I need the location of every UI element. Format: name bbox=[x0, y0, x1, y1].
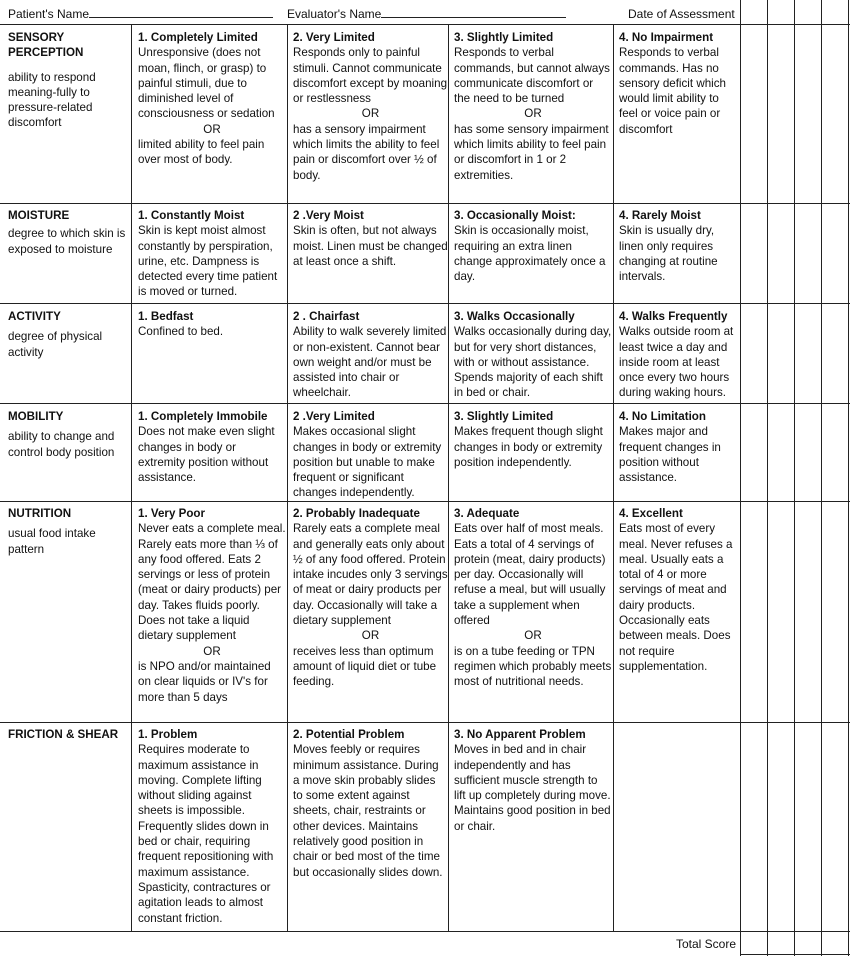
category-title: SENSORY PERCEPTION bbox=[8, 31, 84, 60]
score-option[interactable] bbox=[454, 409, 612, 499]
grid-line bbox=[794, 0, 795, 956]
option-text: Skin is kept moist almost constantly by perspiration, urine, etc. Dampness is detected every time patient is moved or turned. bbox=[138, 224, 278, 299]
score-option[interactable] bbox=[293, 727, 448, 929]
option-text: Rarely eats a complete meal and generally eats only about ½ of any food offered. Protein intake incudes only 3 servings of meat or dairy products per day. Occasionally will take a dietary supplement bbox=[293, 522, 448, 628]
option-title: 3. Occasionally Moist: bbox=[454, 209, 576, 222]
score-option[interactable] bbox=[138, 506, 286, 720]
category-description: degree of physical activity bbox=[8, 330, 103, 359]
score-option[interactable] bbox=[138, 409, 286, 499]
score-option[interactable] bbox=[293, 30, 448, 200]
grid-line bbox=[821, 0, 822, 956]
category-description: ability to respond meaning-fully to pressure-related discomfort bbox=[8, 70, 96, 130]
patient-name-field[interactable] bbox=[8, 7, 273, 21]
score-option[interactable] bbox=[454, 506, 612, 720]
option-text: Responds only to painful stimuli. Cannot communicate discomfort except by moaning or restlessness bbox=[293, 46, 448, 106]
total-score-label: Total Score bbox=[676, 937, 737, 951]
category-activity bbox=[8, 309, 129, 401]
option-text: Makes major and frequent changes in position without assistance. bbox=[619, 425, 721, 485]
score-option[interactable] bbox=[454, 309, 612, 401]
option-title: 1. Bedfast bbox=[138, 310, 194, 323]
score-option[interactable] bbox=[619, 409, 739, 499]
option-text: Walks outside room at least twice a day and inside room at least once every two hours during waking hours. bbox=[619, 325, 734, 400]
grid-line bbox=[287, 24, 288, 931]
score-option[interactable] bbox=[293, 309, 448, 401]
option-text-alt: is on a tube feeding or TPN regimen which probably meets most of nutritional needs. bbox=[454, 644, 612, 689]
grid-line bbox=[613, 24, 614, 931]
category-title: ACTIVITY bbox=[8, 310, 61, 323]
option-text-alt: receives less than optimum amount of liquid diet or tube feeding. bbox=[293, 644, 437, 689]
option-title: 3. Slightly Limited bbox=[454, 410, 554, 423]
option-title: 2 .Very Moist bbox=[293, 209, 364, 222]
option-title: 4. Walks Frequently bbox=[619, 310, 728, 323]
category-description: degree to which skin is exposed to moisture bbox=[8, 227, 126, 256]
grid-line bbox=[0, 931, 850, 932]
patient-name-label: Patient's Name bbox=[8, 7, 89, 21]
or-separator: OR bbox=[361, 629, 380, 643]
score-option[interactable] bbox=[619, 309, 739, 401]
option-text: Eats over half of most meals. Eats a total of 4 servings of protein (meat, dairy products) per day. Occasionally will refuse a meal, but will usually take a supplement when offered bbox=[454, 522, 606, 628]
score-option[interactable] bbox=[619, 208, 739, 301]
score-option[interactable] bbox=[454, 727, 612, 929]
option-text: Responds to verbal commands. Has no sensory deficit which would limit ability to feel or voice pain or discomfort bbox=[619, 46, 726, 136]
option-text: Walks occasionally during day, but for very short distances, with or without assistance. Spends majority of each shift in bed or chair. bbox=[454, 325, 612, 400]
option-text: Does not make even slight changes in body or extremity position without assistance. bbox=[138, 425, 275, 485]
evaluator-name-blank[interactable] bbox=[381, 7, 566, 18]
or-separator: OR bbox=[524, 629, 542, 643]
grid-line bbox=[0, 203, 850, 204]
grid-line bbox=[0, 403, 850, 404]
grid-line bbox=[448, 24, 449, 931]
score-option[interactable] bbox=[454, 30, 612, 200]
category-sensory-perception bbox=[8, 30, 129, 200]
option-text: Responds to verbal commands, but cannot always communicate discomfort or the need to be turned bbox=[454, 46, 610, 106]
option-text: Moves in bed and in chair independently and has sufficient muscle strength to lift up completely during move. Maintains good position in bed or chair. bbox=[454, 743, 611, 833]
option-text: Skin is often, but not always moist. Linen must be changed at least once a shift. bbox=[293, 224, 448, 268]
option-text: Unresponsive (does not moan, flinch, or grasp) to painful stimuli, due to diminished level of consciousness or sedation bbox=[138, 46, 275, 121]
option-text: Eats most of every meal. Never refuses a meal. Usually eats a total of 4 or more servings of meat and dairy products. Occasionally eats between meals. Does not require supplementation. bbox=[619, 522, 733, 673]
option-title: 2. Probably Inadequate bbox=[293, 507, 420, 520]
option-text: Never eats a complete meal. Rarely eats more than ⅓ of any food offered. Eats 2 servings or less of protein (meat or dairy products) per day. Takes fluids poorly. Does not take a liquid dietary supplement bbox=[138, 522, 286, 643]
category-title: NUTRITION bbox=[8, 507, 72, 520]
option-title: 2 .Very Limited bbox=[293, 410, 375, 423]
grid-line bbox=[0, 24, 850, 25]
option-title: 2. Very Limited bbox=[293, 31, 375, 44]
evaluator-name-label: Evaluator's Name bbox=[287, 7, 382, 21]
option-title: 3. No Apparent Problem bbox=[454, 728, 586, 741]
option-title: 1. Completely Immobile bbox=[138, 410, 268, 423]
option-title: 2. Potential Problem bbox=[293, 728, 405, 741]
option-text: Moves feebly or requires minimum assistance. During a move skin probably slides to some extent against sheets, chair, restraints or other devices. Maintains relatively good position in chair or bed most of the time but occasionally slides down. bbox=[293, 743, 443, 879]
score-option[interactable] bbox=[619, 506, 739, 720]
score-option[interactable] bbox=[138, 309, 286, 401]
option-text: Requires moderate to maximum assistance in moving. Complete lifting without sliding against sheets is impossible. Frequently slides down in bed or chair, requiring frequent repositioning with maximum assistance. Spasticity, contractures or agitation leads to almost constant friction. bbox=[138, 743, 274, 925]
or-separator: OR bbox=[361, 107, 380, 121]
score-option[interactable] bbox=[138, 208, 286, 301]
option-text-alt: limited ability to feel pain over most of body. bbox=[138, 138, 265, 167]
evaluator-name-field[interactable] bbox=[287, 7, 566, 21]
category-title: FRICTION & SHEAR bbox=[8, 728, 119, 741]
score-option[interactable] bbox=[138, 727, 286, 929]
or-separator: OR bbox=[203, 122, 221, 136]
score-option[interactable] bbox=[619, 30, 739, 200]
option-text: Skin is usually dry, linen only requires changing at routine intervals. bbox=[619, 224, 718, 284]
or-separator: OR bbox=[524, 107, 542, 121]
score-option[interactable] bbox=[293, 208, 448, 301]
grid-line bbox=[740, 954, 850, 955]
category-title: MOISTURE bbox=[8, 209, 70, 222]
category-description: usual food intake pattern bbox=[8, 527, 96, 556]
category-title: MOBILITY bbox=[8, 410, 64, 423]
grid-line bbox=[131, 24, 132, 931]
option-text: Skin is occasionally moist, requiring an extra linen change approximately once a day. bbox=[454, 224, 606, 284]
score-option[interactable] bbox=[454, 208, 612, 301]
grid-line bbox=[740, 0, 741, 956]
option-text-alt: has some sensory impairment which limits ability to feel pain or discomfort in 1 or 2 extremities. bbox=[454, 122, 609, 182]
category-moisture bbox=[8, 208, 132, 301]
option-title: 4. No Limitation bbox=[619, 410, 706, 423]
score-option[interactable] bbox=[138, 30, 286, 200]
date-of-assessment-label: Date of Assessment bbox=[628, 7, 735, 21]
option-title: 4. Excellent bbox=[619, 507, 683, 520]
option-title: 1. Very Poor bbox=[138, 507, 206, 520]
option-title: 1. Completely Limited bbox=[138, 31, 258, 44]
option-text: Ability to walk severely limited or non-existent. Cannot bear own weight and/or must be assisted into chair or wheelchair. bbox=[293, 325, 447, 400]
option-text-alt: has a sensory impairment which limits the ability to feel pain or discomfort over ½ of body. bbox=[293, 122, 440, 182]
grid-line bbox=[0, 501, 850, 502]
or-separator: OR bbox=[203, 644, 221, 658]
option-text: Makes frequent though slight changes in body or extremity position independently. bbox=[454, 425, 603, 469]
option-text: Makes occasional slight changes in body or extremity position but unable to make frequent or significant changes independently. bbox=[293, 425, 442, 499]
score-option[interactable] bbox=[293, 506, 448, 720]
option-text-alt: is NPO and/or maintained on clear liquids or IV's for more than 5 days bbox=[138, 659, 271, 704]
option-title: 3. Slightly Limited bbox=[454, 31, 554, 44]
score-option[interactable] bbox=[293, 409, 448, 499]
patient-name-blank[interactable] bbox=[89, 7, 273, 18]
option-title: 4. Rarely Moist bbox=[619, 209, 701, 222]
option-text: Confined to bed. bbox=[138, 325, 224, 339]
option-title: 3. Walks Occasionally bbox=[454, 310, 575, 323]
option-title: 1. Constantly Moist bbox=[138, 209, 245, 222]
option-title: 3. Adequate bbox=[454, 507, 520, 520]
grid-line bbox=[0, 303, 850, 304]
grid-line bbox=[0, 722, 850, 723]
category-description: ability to change and control body position bbox=[8, 430, 115, 459]
option-title: 1. Problem bbox=[138, 728, 198, 741]
grid-line bbox=[848, 0, 849, 956]
category-mobility bbox=[8, 409, 131, 499]
category-nutrition bbox=[8, 506, 129, 720]
option-title: 2 . Chairfast bbox=[293, 310, 360, 323]
option-title: 4. No Impairment bbox=[619, 31, 714, 44]
category-friction-shear bbox=[8, 727, 131, 929]
grid-line bbox=[767, 0, 768, 956]
